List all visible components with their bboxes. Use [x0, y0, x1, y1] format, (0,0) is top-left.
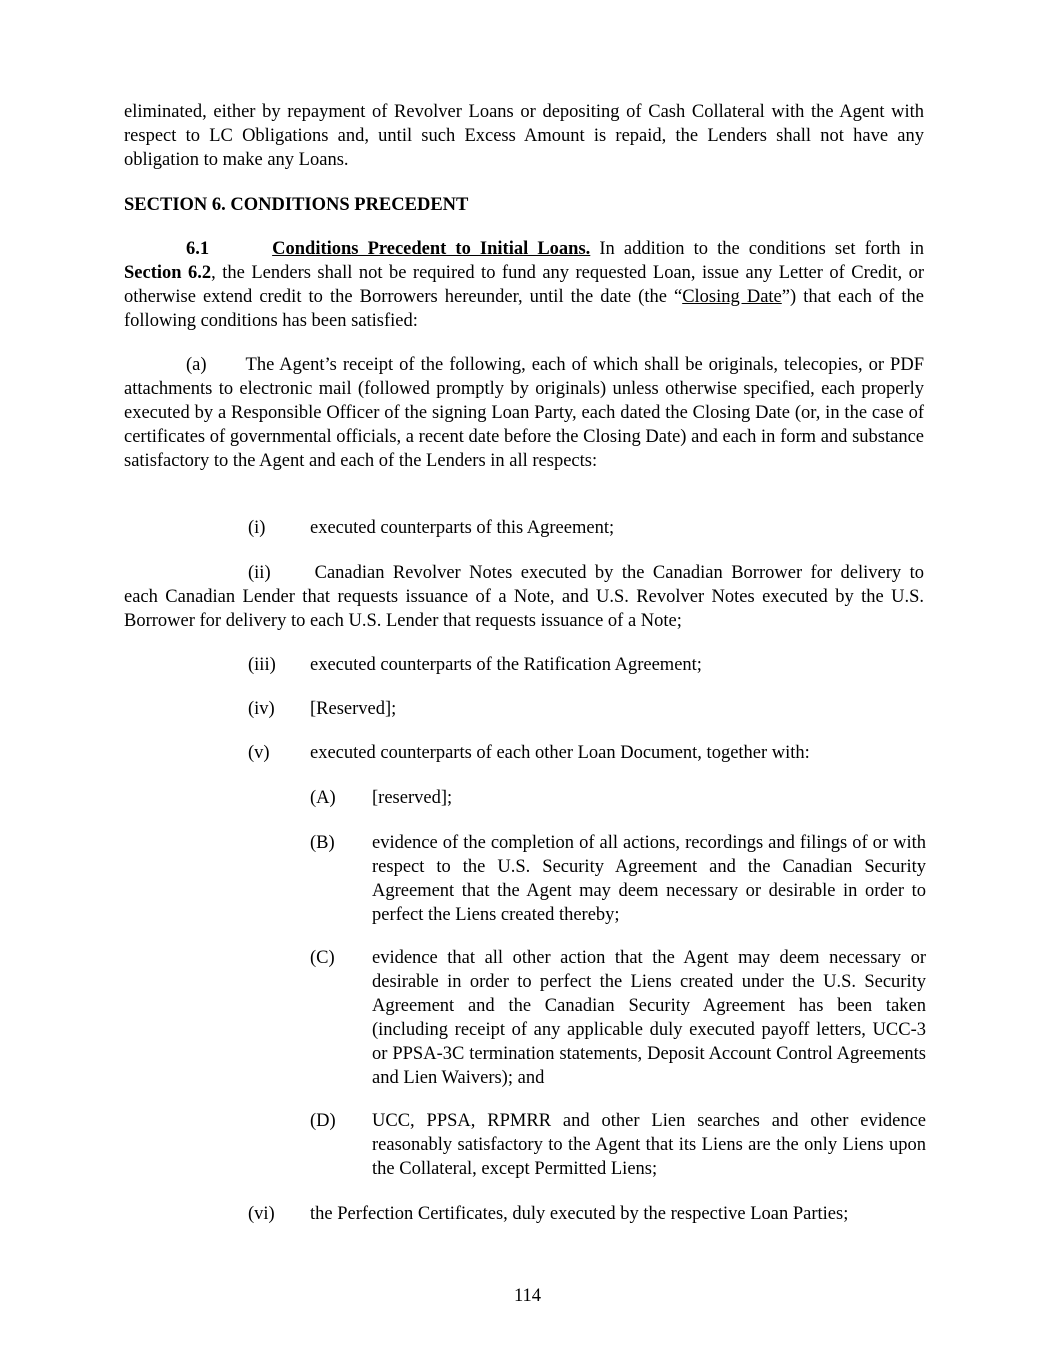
list-marker: (B) [310, 833, 335, 853]
list-item-text: executed counterparts of the Ratification Agreement; [310, 655, 702, 675]
paragraph-a-marker: (a) [186, 355, 207, 375]
section-6-1-paragraph [124, 237, 924, 333]
list-item-iv [248, 697, 924, 721]
list-item-text: UCC, PPSA, RPMRR and other Lien searches and other evidence reasonably satisfactory to the Agent that its Liens are the only Liens upon the Collateral, except Permitted Liens; [372, 1111, 926, 1179]
list-item-D [310, 1109, 926, 1181]
section-text-b: , the Lenders shall not be required to fund any requested Loan, issue any Letter of Credit, or otherwise extend credit to the Borrowers hereunder, until the date (the “ [124, 263, 924, 307]
list-item-text: [reserved]; [372, 788, 453, 808]
list-item-text: Canadian Revolver Notes executed by the Canadian Borrower for delivery to each Canadian Lender that requests issuance of a Note, and U.S. Revolver Notes executed by the U.S. Borrower for delivery to each U.S. Lender that requests issuance of a Note; [124, 563, 924, 631]
section-text-c: ”) that each of the following conditions has been satisfied: [124, 287, 925, 331]
list-marker: (A) [310, 788, 336, 808]
section-heading: SECTION 6. CONDITIONS PRECEDENT [124, 195, 469, 215]
list-item-ii [124, 561, 924, 633]
intro-paragraph: eliminated, either by repayment of Revolver Loans or depositing of Cash Collateral with the Agent with respect to LC Obligations and, until such Excess Amount is repaid, the Lenders shall not have any obligation to make any Loans. [124, 102, 924, 170]
list-marker: (vi) [248, 1204, 275, 1224]
list-item-text: executed counterparts of each other Loan Document, together with: [310, 743, 810, 763]
section-reference: Section 6.2 [124, 263, 212, 283]
list-item-i [248, 516, 924, 540]
page-number: 114 [513, 1286, 542, 1306]
paragraph-a-text: The Agent’s receipt of the following, each of which shall be originals, telecopies, or PDF attachments to electronic mail (followed promptly by originals) unless otherwise specified, each properly executed by a Responsible Officer of the signing Loan Party, each dated the Closing Date (or, in the case of certificates of governmental officials, a recent date before the Closing Date) and each in form and substance satisfactory to the Agent and each of the Lenders in all respects: [124, 355, 924, 471]
list-item-C [310, 946, 926, 1090]
list-marker: (C) [310, 948, 335, 968]
list-item-text: evidence that all other action that the Agent may deem necessary or desirable in order to perfect the Liens created under the U.S. Security Agreement and the Canadian Security Agreement has been taken (including receipt of any applicable duly executed payoff letters, UCC-3 or PPSA-3C termination statements, Deposit Account Control Agreements and Lien Waivers); and [372, 948, 926, 1088]
list-item-text: the Perfection Certificates, duly executed by the respective Loan Parties; [310, 1204, 849, 1224]
list-marker: (iii) [248, 655, 276, 675]
list-marker: (ii) [248, 563, 271, 583]
list-marker: (v) [248, 743, 270, 763]
list-item-text: executed counterparts of this Agreement; [310, 518, 615, 538]
list-marker: (iv) [248, 699, 275, 719]
list-item-v [248, 741, 924, 765]
list-item-text: [Reserved]; [310, 699, 397, 719]
defined-term: Closing Date [682, 287, 782, 307]
section-text-a: In addition to the conditions set forth in [590, 239, 925, 259]
list-marker: (i) [248, 518, 266, 538]
list-item-iii [248, 653, 924, 677]
section-title: Conditions Precedent to Initial Loans. [272, 239, 591, 259]
list-item-text: evidence of the completion of all actions, recordings and filings of or with respect to the U.S. Security Agreement and the Canadian Security Agreement that the Agent may deem necessary or desirable in order to perfect the Liens created thereby; [372, 833, 926, 925]
list-item-vi [248, 1202, 924, 1226]
list-item-A [310, 786, 926, 810]
list-item-B [310, 831, 926, 927]
section-number: 6.1 [186, 239, 210, 259]
paragraph-a [124, 353, 924, 473]
list-marker: (D) [310, 1111, 336, 1131]
